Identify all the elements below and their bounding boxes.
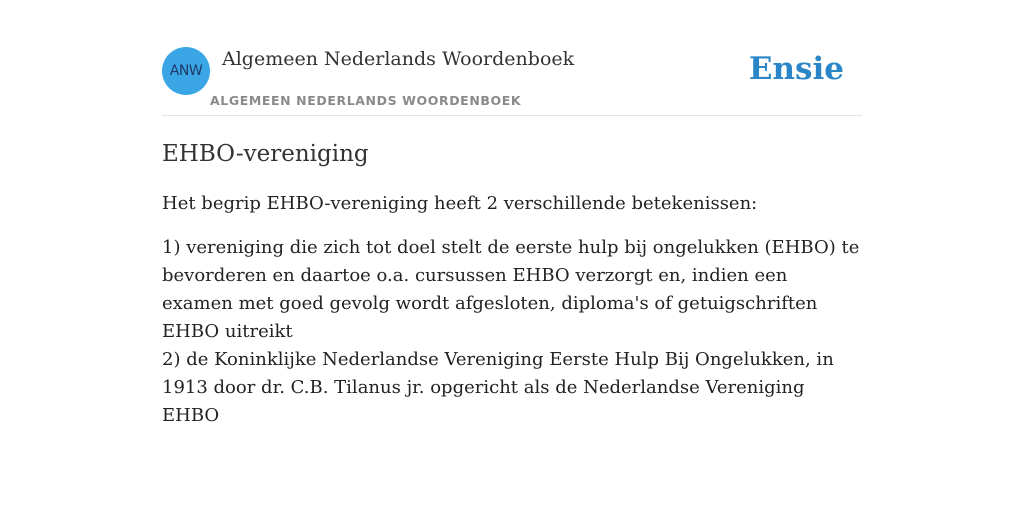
page — [162, 0, 862, 430]
definition-list — [162, 234, 862, 430]
logo-text: ANW — [169, 63, 203, 79]
anw-logo[interactable] — [162, 47, 210, 95]
entry-title: EHBO-vereniging — [162, 141, 369, 167]
definition-item: 2) de Koninklijke Nederlandse Vereniging Eerste Hulp Bij Ongelukken, in 1913 door dr. C.B. Tilanus jr. opgericht als de Nederlandse Vereniging EHBO — [162, 349, 834, 426]
definition-item: 1) vereniging die zich tot doel stelt de eerste hulp bij ongelukken (EHBO) te bevorderen en daartoe o.a. cursussen EHBO verzorgt en, indien een examen met goed gevolg wordt afgesloten, diploma's of getuigschriften EHBO uitreikt — [162, 237, 860, 342]
ensie-brand-link[interactable]: Ensie — [748, 51, 844, 87]
source-title[interactable]: Algemeen Nederlands Woordenboek — [222, 48, 575, 70]
source-subtitle: ALGEMEEN NEDERLANDS WOORDENBOEK — [210, 93, 522, 108]
entry-intro: Het begrip EHBO-vereniging heeft 2 verschillende betekenissen: — [162, 193, 758, 214]
source-header — [162, 47, 862, 116]
